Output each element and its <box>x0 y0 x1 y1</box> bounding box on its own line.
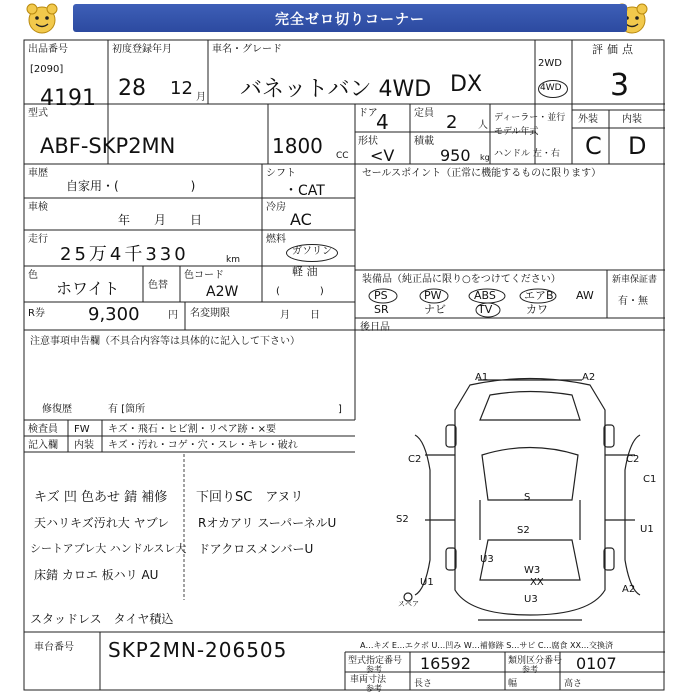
fuel-gasoline: ガソリン <box>292 246 332 257</box>
dealer-label: ディーラー・並行 <box>494 113 566 123</box>
car-name: バネットバン 4WD <box>240 77 432 102</box>
equip-leather: カワ <box>526 303 548 316</box>
header-title: 完全ゼロ切りコーナー <box>275 12 425 28</box>
equip-tv: TV <box>478 303 493 316</box>
mark-a2: A2 <box>582 372 596 383</box>
color-value: ホワイト <box>56 279 120 298</box>
usage-label: 車歴 <box>28 168 48 179</box>
inspector-label-2: 記入欄 <box>28 440 58 451</box>
mark-c1-right: C1 <box>643 474 657 485</box>
equip-navi: ナビ <box>424 303 446 316</box>
note-bottom-1: スタッドレス タイヤ積込 <box>30 612 174 626</box>
repair-close: ] <box>338 404 342 415</box>
doors-label: ドア <box>358 108 378 119</box>
color-label: 色 <box>28 270 38 281</box>
equip-airbag: エアB <box>524 289 554 302</box>
type-designation-value: 16592 <box>420 654 471 673</box>
cc-label: CC <box>336 151 349 161</box>
warranty-value: 有・無 <box>618 296 648 307</box>
mark-a2b: A2 <box>622 584 636 595</box>
model-value: ABF-SKP2MN <box>40 134 176 158</box>
registration-label: 初度登録年月 <box>112 44 172 55</box>
category-value: 0107 <box>576 654 617 673</box>
km-label: km <box>226 255 240 265</box>
capacity-value: 2 <box>446 112 458 133</box>
mileage-value: 25万4千330 <box>60 244 189 265</box>
ref-label-1: 参考 <box>366 665 382 674</box>
car-size-label: 車両寸法 <box>350 675 387 685</box>
interior-check-items: キズ・汚れ・コゲ・穴・スレ・キレ・破れ <box>108 440 298 451</box>
model-label: 型式 <box>28 108 48 119</box>
evaluation-label: 評価点 <box>592 43 637 56</box>
color-code-value: A2W <box>206 284 239 300</box>
mark-c2-right: C2 <box>626 454 640 465</box>
ac-label: 冷房 <box>266 202 286 213</box>
car-grade: DX <box>450 72 483 97</box>
doors-value: 4 <box>376 110 389 134</box>
recycle-value: 9,300 <box>88 304 140 325</box>
note-left-3: シートアブレ大 ハンドルスレ大 <box>30 542 187 555</box>
interior-score: D <box>628 132 647 160</box>
fw-items: キズ・飛石・ヒビ割・リペア跡・×要 <box>108 424 276 435</box>
shift-value: ・CAT <box>284 183 325 199</box>
legend-text: A…キズ E…エクボ U…凹み W…補修跡 S…サビ C…腐食 XX…交換済 <box>360 641 614 650</box>
fw-label: FW <box>74 424 90 435</box>
person-label: 人 <box>478 120 488 131</box>
mileage-label: 走行 <box>28 234 48 245</box>
equip-abs: ABS <box>474 289 496 302</box>
label-2wd: 2WD <box>538 58 562 69</box>
registration-month-unit: 月 <box>196 92 206 103</box>
color-change-label: 色替 <box>148 280 168 291</box>
registration-month: 12 <box>170 78 193 99</box>
lot-number: 4191 <box>40 86 96 111</box>
mark-xx: XX <box>530 577 544 588</box>
color-code-label: 色コード <box>184 270 224 281</box>
ac-value: AC <box>290 210 312 229</box>
note-left-1: キズ 凹 色あせ 錆 補修 <box>34 490 168 505</box>
equip-pw: PW <box>424 289 442 302</box>
shape-value: <V <box>370 146 395 165</box>
kg-label: kg <box>480 153 490 162</box>
warranty-label: 新車保証書 <box>612 275 658 285</box>
mark-s2: S2 <box>396 514 409 525</box>
meigi-value: 月 日 <box>280 310 320 321</box>
width-label: 幅 <box>508 679 518 689</box>
note-mid-1: 下回りSC アヌリ <box>196 490 304 505</box>
load-label: 積載 <box>414 136 434 147</box>
mark-c2-left: C2 <box>408 454 422 465</box>
load-value: 950 <box>440 146 471 165</box>
fuel-label: 燃料 <box>266 234 286 245</box>
exterior-score: C <box>585 132 602 160</box>
lot-code: [2090] <box>30 64 64 75</box>
displacement-value: 1800 <box>272 134 323 158</box>
equip-ps: PS <box>374 289 388 302</box>
height-label: 高さ <box>564 679 583 689</box>
interior-check-label: 内装 <box>74 440 94 451</box>
capacity-label: 定員 <box>414 108 434 119</box>
shift-label: シフト <box>266 168 296 179</box>
note-mid-2: Rオカアリ スーパーネルU <box>198 516 337 530</box>
recycle-label: R券 <box>28 308 45 319</box>
inspection-label: 車検 <box>28 202 48 213</box>
model-year-label: モデル年式 <box>494 127 539 137</box>
mark-s: S <box>524 492 531 503</box>
label-4wd: 4WD <box>540 83 562 93</box>
repair-value: 有 [箇所 <box>108 404 146 415</box>
sales-points-label: セールスポイント（正常に機能するものに限ります） <box>362 168 602 179</box>
mark-w3: W3 <box>524 565 541 576</box>
registration-year: 28 <box>118 76 146 101</box>
car-name-label: 車名・グレード <box>212 44 282 55</box>
shape-label: 形状 <box>358 136 378 147</box>
equip-sr: SR <box>374 303 389 316</box>
rear-seat-label: 後日品 <box>360 322 390 333</box>
type-designation-label: 型式指定番号 <box>348 656 403 666</box>
category-label: 類別区分番号 <box>508 656 563 666</box>
length-label: 長さ <box>414 679 433 689</box>
inspector-label-1: 検査員 <box>28 424 58 435</box>
mark-u3b: U3 <box>524 594 538 605</box>
mark-u1-left: U1 <box>420 577 434 588</box>
mark-a1: A1 <box>475 372 489 383</box>
equip-aw: AW <box>576 289 594 302</box>
inspection-value: 年 月 日 <box>118 213 203 227</box>
repair-label: 修復歴 <box>42 404 72 415</box>
note-left-4: 床錆 カロエ 板ハリ AU <box>34 568 159 582</box>
note-left-2: 天ハリキズ汚れ大 ヤブレ <box>34 516 170 530</box>
interior-label: 内装 <box>622 114 642 125</box>
note-mid-3: ドアクロスメンバーU <box>198 542 314 556</box>
fuel-diesel: 軽 油 <box>292 265 318 278</box>
chassis-value: SKP2MN-206505 <box>108 638 288 662</box>
chassis-label: 車台番号 <box>34 642 74 653</box>
yen-label: 円 <box>168 310 178 321</box>
fuel-paren: ( ) <box>276 286 324 297</box>
exterior-label: 外装 <box>578 114 598 125</box>
meigi-label: 名変期限 <box>190 308 230 319</box>
evaluation-score: 3 <box>610 68 630 103</box>
mark-u3: U3 <box>480 554 494 565</box>
lot-label: 出品番号 <box>28 44 68 55</box>
spare-label: スペア <box>398 600 419 608</box>
notes-label: 注意事項申告欄（不具合内容等は具体的に記入して下さい） <box>30 336 300 347</box>
mark-u1-right: U1 <box>640 524 654 535</box>
equipment-label: 装備品（純正品に限り○をつけてください） <box>362 274 561 285</box>
ref-label-3: 参考 <box>366 684 382 693</box>
mark-s2b: S2 <box>517 525 530 536</box>
usage-value: 自家用・( ) <box>66 179 196 193</box>
handle-label: ハンドル 左・右 <box>494 149 560 159</box>
ref-label-2: 参考 <box>522 665 538 674</box>
